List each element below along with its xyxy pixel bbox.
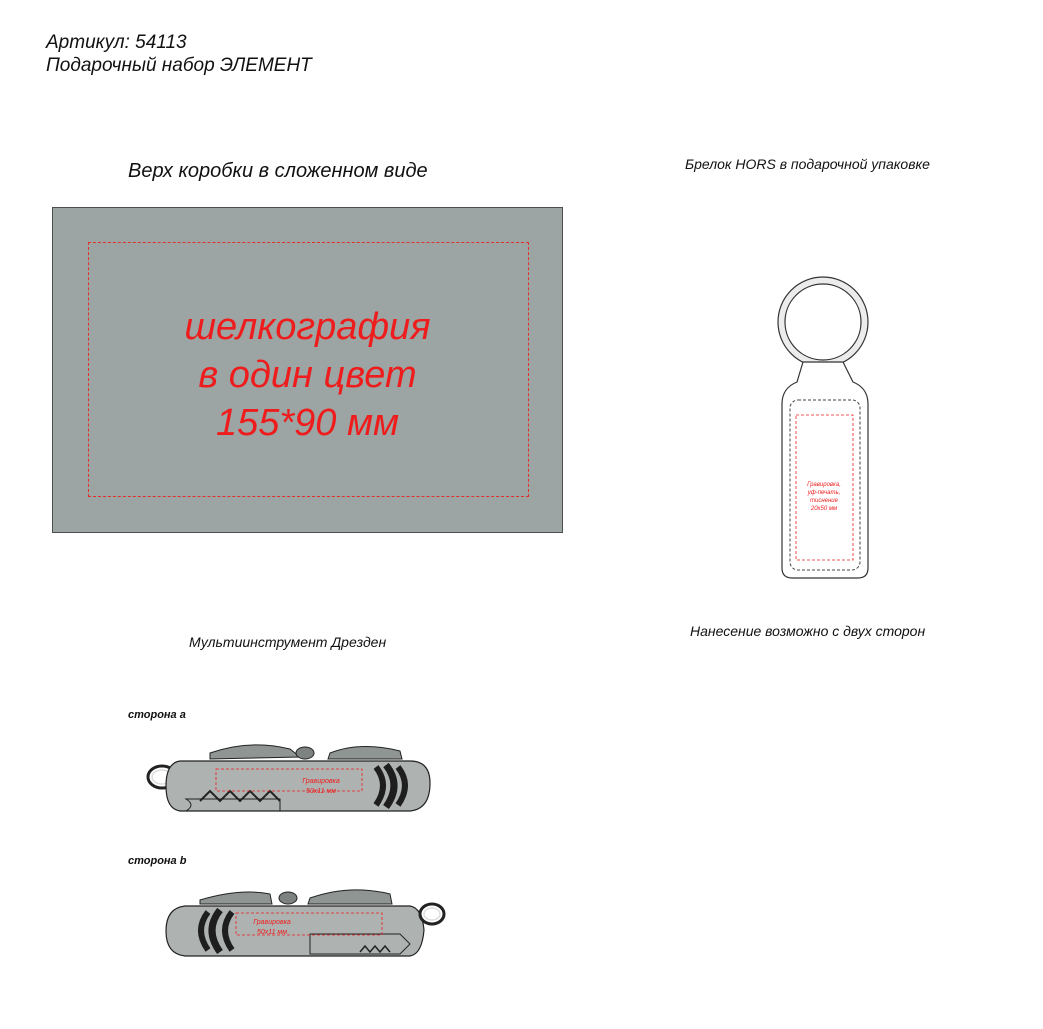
multitool-a-engrave-label: Гравировка <box>302 778 340 785</box>
multitool-side-a <box>140 735 440 825</box>
box-title: Верх коробки в сложенном виде <box>128 160 428 182</box>
side-b-label: сторона b <box>128 855 187 867</box>
print-size: 155*90 мм <box>215 402 400 444</box>
multitool-b-engrave-label: Гравировка <box>253 919 291 926</box>
print-spec <box>53 303 562 447</box>
print-colors: в один цвет <box>198 354 417 396</box>
keychain-title: Брелок HORS в подарочной упаковке <box>685 156 930 172</box>
keychain-engrave-line-4: 20x50 мм <box>810 506 838 512</box>
keychain-drawing <box>770 270 890 590</box>
multitool-a-engrave-size: 50x11 мм <box>305 788 337 795</box>
key-ring <box>778 277 868 367</box>
article-number: Артикул: 54113 <box>46 32 187 53</box>
side-a-label: сторона а <box>128 709 186 721</box>
product-name: Подарочный набор ЭЛЕМЕНТ <box>46 55 312 76</box>
keychain-body <box>782 362 868 578</box>
multitool-title: Мультиинструмент Дрезден <box>189 634 387 650</box>
keychain-note: Нанесение возможно с двух сторон <box>690 623 926 639</box>
keychain-engrave-line-3: тиснение <box>810 498 838 504</box>
multitool-side-b <box>160 880 450 970</box>
keychain-engrave-line-1: Гравировка, <box>807 482 841 488</box>
keychain-engrave-line-2: уф-печать, <box>807 490 841 496</box>
box-top <box>52 207 563 533</box>
key-ring <box>420 904 444 924</box>
multitool-b-engrave-size: 50x11 мм <box>256 929 288 936</box>
print-method: шелкография <box>184 306 431 348</box>
